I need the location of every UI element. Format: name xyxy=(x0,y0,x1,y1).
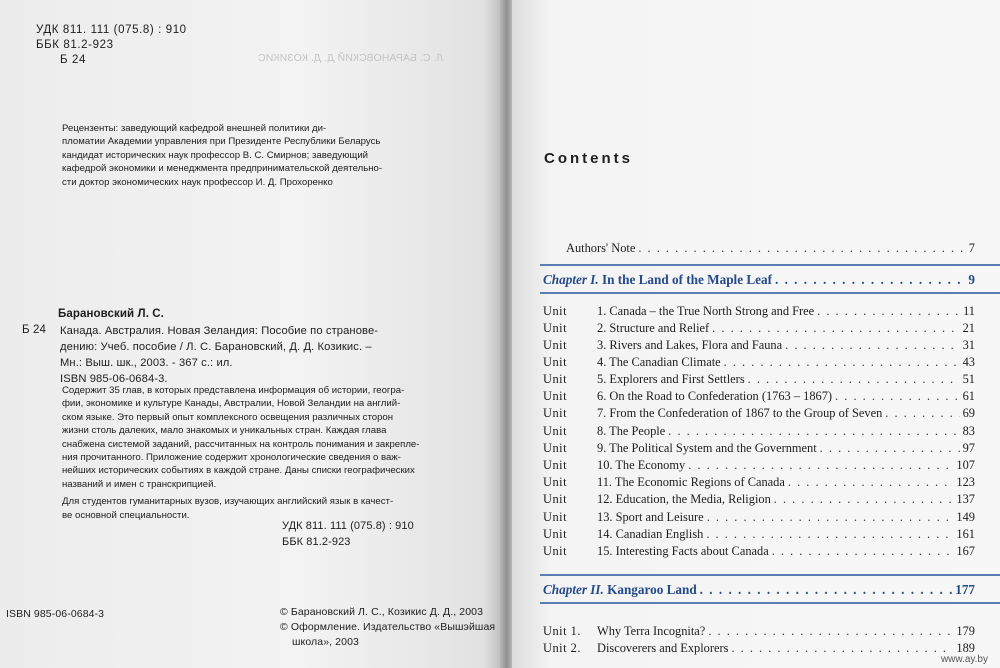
chapter-title: In the Land of the Maple Leaf xyxy=(602,272,772,287)
dot-leader xyxy=(785,338,959,353)
copyright-line: школа», 2003 xyxy=(292,636,359,648)
reviewers-line: Рецензенты: заведующий кафедрой внешней политики ди- xyxy=(62,123,327,134)
chapter-rule xyxy=(540,602,1000,604)
unit-page: 31 xyxy=(962,338,975,352)
dot-leader xyxy=(748,372,960,387)
toc-unit-row xyxy=(543,372,975,387)
mirrored-authors: Л. С. БАРАНОВСКИЙ Д. Д. КОЗИКИС xyxy=(258,52,444,64)
dot-leader xyxy=(638,241,965,256)
unit-label: Unit xyxy=(543,458,568,472)
unit-page: 179 xyxy=(956,624,975,638)
unit-page: 43 xyxy=(962,355,975,369)
dot-leader xyxy=(731,641,953,656)
unit-label: Unit xyxy=(543,544,568,558)
toc-chapter-1 xyxy=(543,272,975,288)
toc-chapter-2 xyxy=(543,582,975,598)
dot-leader xyxy=(774,492,954,507)
unit-title: 15. Interesting Facts about Canada xyxy=(597,544,769,558)
toc-unit-row xyxy=(543,355,975,370)
catalog-code: Б 24 xyxy=(60,54,86,66)
catalog-code-2: Б 24 xyxy=(22,324,46,336)
chapter-page: 177 xyxy=(955,582,975,597)
contents-title: Contents xyxy=(544,150,633,167)
toc-unit-row xyxy=(543,641,975,656)
unit-title: 10. The Economy xyxy=(597,458,686,472)
unit-title: 5. Explorers and First Settlers xyxy=(597,372,745,386)
copyright-block xyxy=(280,605,495,650)
watermark: www.ay.by xyxy=(940,654,988,665)
abstract-line: снабжена системой заданий, рассчитанных на контроль понимания и закрепле- xyxy=(62,438,420,450)
unit-title: 12. Education, the Media, Religion xyxy=(597,492,771,506)
unit-title: 13. Sport and Leisure xyxy=(597,510,704,524)
unit-page: 83 xyxy=(962,424,975,438)
unit-label: Unit xyxy=(543,406,568,420)
toc-unit-row xyxy=(543,389,975,404)
abstract-line: ния прочитанного. Приложение содержит хронологические сведения о важ- xyxy=(62,452,401,464)
toc-unit-row xyxy=(543,492,975,507)
toc-authors-note xyxy=(566,241,975,256)
dot-leader xyxy=(885,406,959,421)
chapter-rule xyxy=(540,264,1000,266)
unit-title: 8. The People xyxy=(597,424,666,438)
abstract-line: нейших исторических событиях в каждой стране. Даны списки географических xyxy=(62,465,415,477)
unit-label: Unit xyxy=(543,527,568,541)
abstract-line: названий и имен с транскрипцией. xyxy=(62,478,217,490)
udk-code: УДК 811. 111 (075.8) : 910 xyxy=(36,24,187,36)
dot-leader xyxy=(820,441,960,456)
unit-title: Discoverers and Explorers xyxy=(597,641,729,655)
unit-page: 149 xyxy=(956,510,975,524)
unit-label: Unit 1. xyxy=(543,624,581,638)
bibliographic-record xyxy=(60,323,378,387)
chapter-rule xyxy=(540,574,1000,576)
chapter-rule xyxy=(540,292,1000,294)
unit-page: 69 xyxy=(962,406,975,420)
unit-page: 51 xyxy=(962,372,975,386)
unit-label: Unit xyxy=(543,321,568,335)
copyright-line: © Барановский Л. С., Козикис Д. Д., 2003 xyxy=(280,606,484,618)
toc-unit-row xyxy=(543,406,975,421)
abstract-line: Содержит 35 глав, в которых представлена информация об истории, геогра- xyxy=(62,385,405,396)
abstract-line: фии, экономике и культуре Канады, Австралии, Новой Зеландии на англий- xyxy=(62,398,401,410)
abstract-line: ве основной специальности. xyxy=(62,509,190,521)
unit-label: Unit xyxy=(543,372,568,386)
dot-leader xyxy=(712,321,959,336)
dot-leader xyxy=(688,458,953,473)
unit-label: Unit xyxy=(543,475,568,489)
abstract-block xyxy=(62,384,419,522)
toc-unit-row xyxy=(543,424,975,439)
dot-leader xyxy=(788,475,954,490)
unit-page: 123 xyxy=(956,475,975,489)
unit-page: 167 xyxy=(956,544,975,558)
unit-label: Unit xyxy=(543,389,568,403)
unit-label: Unit xyxy=(543,424,568,438)
toc-unit-row xyxy=(543,475,975,490)
chapter-label: Chapter I. xyxy=(543,272,599,287)
abstract-line: Для студентов гуманитарных вузов, изучающих английский язык в качест- xyxy=(62,496,394,508)
unit-label: Unit 2. xyxy=(543,641,581,655)
bib-line: ISBN 985-06-0684-3. xyxy=(60,373,168,385)
toc-unit-row xyxy=(543,624,975,639)
bbk-code: ББК 81.2-923 xyxy=(36,39,114,51)
chapter-title: Kangaroo Land xyxy=(607,582,697,597)
reviewers-line: кафедрой экономики и менеджмента предпринимательской деятельно- xyxy=(62,163,383,175)
toc-unit-row xyxy=(543,544,975,559)
unit-title: 6. On the Road to Confederation (1763 – 1867) xyxy=(597,389,833,403)
dot-leader xyxy=(668,424,959,439)
reviewers-line: кандидат исторических наук профессор В. С. Смирнов; заведующий xyxy=(62,149,369,161)
unit-label: Unit xyxy=(543,441,568,455)
dot-leader xyxy=(707,510,954,525)
unit-page: 11 xyxy=(963,304,975,318)
abstract-line: ском языке. Это первый опыт комплексного освещения различных сторон xyxy=(62,411,394,423)
unit-label: Unit xyxy=(543,355,568,369)
dot-leader xyxy=(817,304,960,319)
toc-unit-row xyxy=(543,458,975,473)
reviewers-line: пломатии Академии управления при Президенте Республики Беларусь xyxy=(62,136,381,148)
unit-page: 61 xyxy=(962,389,975,403)
unit-label: Unit xyxy=(543,338,568,352)
dot-leader xyxy=(706,527,953,542)
toc-unit-row xyxy=(543,527,975,542)
unit-page: 21 xyxy=(962,321,975,335)
author-heading: Барановский Л. С. xyxy=(58,308,164,320)
udk-code-2: УДК 811. 111 (075.8) : 910 xyxy=(282,520,414,532)
unit-title: 11. The Economic Regions of Canada xyxy=(597,475,785,489)
unit-label: Unit xyxy=(543,492,568,506)
unit-label: Unit xyxy=(543,304,568,318)
toc-unit-row xyxy=(543,304,975,319)
unit-title: 1. Canada – the True North Strong and Free xyxy=(597,304,815,318)
dot-leader xyxy=(708,624,953,639)
unit-page: 161 xyxy=(956,527,975,541)
toc-unit-row xyxy=(543,321,975,336)
isbn-bottom: ISBN 985-06-0684-3 xyxy=(6,608,105,620)
unit-page: 107 xyxy=(956,458,975,472)
unit-title: 9. The Political System and the Government xyxy=(597,441,817,455)
toc-unit-row xyxy=(543,338,975,353)
dot-leader xyxy=(835,389,960,404)
bib-line: Мн.: Выш. шк., 2003. - 367 с.: ил. xyxy=(60,357,233,369)
reviewers-line: сти доктор экономических наук профессор И. Д. Прохоренко xyxy=(62,176,333,188)
unit-title: 14. Canadian English xyxy=(597,527,704,541)
unit-label: Unit xyxy=(543,510,568,524)
chapter-page: 9 xyxy=(968,272,975,287)
toc-entry-title: Authors' Note xyxy=(566,241,636,255)
dot-leader xyxy=(700,582,953,598)
dot-leader xyxy=(775,272,965,288)
unit-title: 2. Structure and Relief xyxy=(597,321,710,335)
dot-leader xyxy=(724,355,960,370)
unit-page: 137 xyxy=(956,492,975,506)
unit-title: 3. Rivers and Lakes, Flora and Fauna xyxy=(597,338,783,352)
toc-unit-row xyxy=(543,510,975,525)
bib-line: дению: Учеб. пособие / Л. С. Барановский, Д. Д. Козикис. – xyxy=(60,341,372,353)
unit-title: Why Terra Incognita? xyxy=(597,624,706,638)
toc-entry-page: 7 xyxy=(968,241,975,255)
unit-page: 97 xyxy=(962,441,975,455)
bbk-code-2: ББК 81.2-923 xyxy=(282,536,351,548)
abstract-line: жизни столь далеких, мало знакомых и уникальных стран. Каждая глава xyxy=(62,425,387,437)
bib-line: Канада. Австралия. Новая Зеландия: Пособие по странове- xyxy=(60,325,379,337)
dot-leader xyxy=(772,544,954,559)
unit-page: 189 xyxy=(956,641,975,655)
reviewers-block xyxy=(62,122,382,189)
unit-title: 4. The Canadian Climate xyxy=(597,355,721,369)
unit-title: 7. From the Confederation of 1867 to the Group of Seven xyxy=(597,406,883,420)
chapter-label: Chapter II. xyxy=(543,582,604,597)
copyright-line: © Оформление. Издательство «Вышэйшая xyxy=(280,621,496,633)
toc-unit-row xyxy=(543,441,975,456)
